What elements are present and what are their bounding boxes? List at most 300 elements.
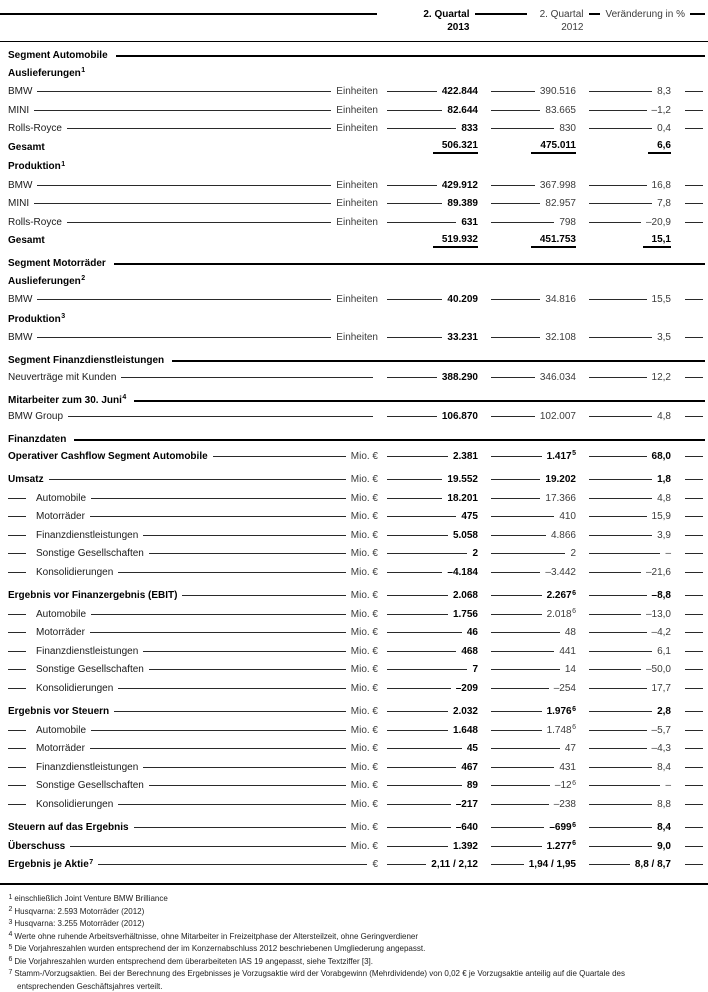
value-2013: 106.870 xyxy=(441,411,478,423)
change-value: 17,7 xyxy=(651,682,671,694)
row-end-dash xyxy=(685,651,703,652)
row-label-cell xyxy=(8,332,382,343)
value-2013: –4.184 xyxy=(447,566,478,578)
section-header xyxy=(8,48,705,63)
leader-line xyxy=(387,669,467,670)
leader-line xyxy=(491,299,540,300)
leader-line xyxy=(387,416,437,417)
change-value-cell xyxy=(584,548,679,559)
unit-label: Mio. € xyxy=(350,724,378,736)
unit-label: Einheiten xyxy=(336,123,378,135)
value-2012-cell xyxy=(486,105,584,116)
leader-line xyxy=(118,688,345,689)
leader-line xyxy=(90,632,346,633)
footnote-marker: 6 xyxy=(572,840,576,848)
value-2013-cell xyxy=(382,530,486,541)
value-2013-cell xyxy=(382,762,486,773)
subsection-title: Auslieferungen$^1$ xyxy=(8,67,86,79)
row-end-dash-cell xyxy=(679,827,705,828)
footnote xyxy=(8,906,645,919)
value-2013-cell xyxy=(382,799,486,810)
value-2012-cell xyxy=(486,198,584,209)
footnote xyxy=(8,943,645,956)
value-2012: –3.442 xyxy=(545,566,576,578)
change-value: –13,0 xyxy=(645,608,671,620)
row-end-dash-cell xyxy=(679,553,705,554)
leader-line xyxy=(37,185,331,186)
leader-line xyxy=(143,535,345,536)
table-row xyxy=(8,508,705,527)
value-2013-cell xyxy=(382,451,486,462)
value-2013-cell xyxy=(382,609,486,620)
section-rule xyxy=(74,439,705,441)
footnote-marker: 6 xyxy=(572,724,576,732)
value-2013-cell xyxy=(382,474,486,485)
change-value: –20,9 xyxy=(645,216,671,228)
leader-line xyxy=(491,804,549,805)
value-2013: 475 xyxy=(461,511,478,523)
value-2013: 1.756 xyxy=(452,608,478,620)
change-value-cell xyxy=(584,217,679,228)
table-row xyxy=(8,447,705,466)
row-end-dash-cell xyxy=(679,711,705,712)
change-value-cell xyxy=(584,294,679,305)
value-2013-cell xyxy=(382,822,486,833)
leader-line xyxy=(589,479,652,480)
row-end-dash xyxy=(685,128,703,129)
row-label-cell xyxy=(8,511,382,522)
row-end-dash xyxy=(685,711,703,712)
leader-line xyxy=(491,730,542,731)
leader-line xyxy=(491,785,550,786)
leader-line xyxy=(589,377,647,378)
value-2012: 830 xyxy=(559,123,576,135)
value-2012-cell xyxy=(486,140,584,154)
leader-line xyxy=(387,91,437,92)
value-2013-cell xyxy=(382,198,486,209)
column-header-q2-2013-line2: 2013 xyxy=(447,22,470,33)
change-value-cell xyxy=(584,86,679,97)
leader-line xyxy=(213,456,346,457)
row-end-dash xyxy=(685,498,703,499)
leader-line xyxy=(149,553,346,554)
row-label: Konsolidierungen xyxy=(36,682,114,694)
value-2012-cell xyxy=(486,822,584,833)
leader-line xyxy=(387,203,442,204)
change-value-cell xyxy=(584,411,679,422)
change-value-cell xyxy=(584,841,679,852)
leader-line xyxy=(589,110,647,111)
table-row xyxy=(8,368,705,387)
row-end-dash-cell xyxy=(679,479,705,480)
table-row xyxy=(8,819,705,838)
row-label: Operativer Cashflow Segment Automobile xyxy=(8,450,208,462)
row-end-dash-cell xyxy=(679,222,705,223)
change-value-cell xyxy=(584,627,679,638)
table-row xyxy=(8,642,705,661)
section-rule xyxy=(116,55,705,57)
leader-line xyxy=(491,222,554,223)
change-value: 8,4 xyxy=(657,761,671,773)
value-2013: 18.201 xyxy=(447,492,478,504)
change-value-cell xyxy=(584,511,679,522)
value-2012-cell xyxy=(486,548,584,559)
leader-line xyxy=(387,535,448,536)
leader-line xyxy=(90,516,346,517)
value-2013: –217 xyxy=(455,798,478,810)
table-row xyxy=(8,101,705,120)
value-2012: 14 xyxy=(564,664,576,676)
row-label: Ergebnis vor Steuern xyxy=(8,706,110,718)
footnote xyxy=(8,931,645,944)
value-2012: 1,94 / 1,95 xyxy=(528,859,576,871)
leader-line xyxy=(387,748,462,749)
value-2012-cell xyxy=(486,780,584,791)
value-2013-cell xyxy=(382,372,486,383)
value-2013: 7 xyxy=(472,664,478,676)
value-2013: 429.912 xyxy=(441,179,478,191)
row-end-dash-cell xyxy=(679,864,705,865)
subsection-header xyxy=(8,158,705,177)
value-2013-cell xyxy=(382,332,486,343)
leader-line xyxy=(491,595,542,596)
table-row xyxy=(8,837,705,856)
leader-line xyxy=(37,337,331,338)
unit-label: Mio. € xyxy=(350,645,378,657)
table-row xyxy=(8,83,705,102)
leader-line xyxy=(134,827,346,828)
table-row xyxy=(8,721,705,740)
leader-line xyxy=(387,827,451,828)
leader-line xyxy=(491,128,554,129)
footnote-marker: 5 xyxy=(8,943,13,951)
unit-label: Mio. € xyxy=(350,566,378,578)
table-row xyxy=(8,120,705,139)
table-row xyxy=(8,526,705,545)
row-label: Automobile xyxy=(36,608,87,620)
row-label-cell xyxy=(8,567,382,578)
leader-line xyxy=(143,651,345,652)
row-label: Motorräder xyxy=(36,627,85,639)
row-end-dash-cell xyxy=(679,572,705,573)
row-label: MINI xyxy=(8,104,30,116)
leader-line xyxy=(118,804,345,805)
change-value: –21,6 xyxy=(645,566,671,578)
leader-line xyxy=(491,846,542,847)
table-row xyxy=(8,605,705,624)
value-2013-cell xyxy=(382,493,486,504)
leader-line xyxy=(387,688,451,689)
row-label: Konsolidierungen xyxy=(36,566,114,578)
leader-line xyxy=(90,748,346,749)
table-row xyxy=(8,703,705,722)
footnote-marker: 6 xyxy=(8,956,13,963)
change-value-cell xyxy=(584,706,679,717)
value-2012-cell xyxy=(486,609,584,620)
value-2013: 2.068 xyxy=(452,590,478,602)
table-row xyxy=(8,545,705,564)
leader-line xyxy=(491,688,549,689)
leader-line xyxy=(589,456,647,457)
footnote-marker: 1 xyxy=(81,67,86,75)
row-label-cell xyxy=(8,725,382,736)
value-2012: 34.816 xyxy=(545,294,576,306)
value-2012-cell xyxy=(486,530,584,541)
table-row xyxy=(8,471,705,490)
value-2012-cell xyxy=(486,762,584,773)
table-row xyxy=(8,624,705,643)
value-2013-cell xyxy=(382,234,486,248)
leader-line xyxy=(387,185,437,186)
footnote-text: Stamm-/Vorzugsaktien. Bei der Berechnung des Ergebnisses je Vorzugsaktie wird der Vorabgewinn (Mehrdividende) von 0,02 € je Vorzugsaktie anteilig auf die Quartale des entsprechenden Geschäftsjahres verteilt. xyxy=(14,969,625,991)
column-header-q2-2013-line1: 2. Quartal xyxy=(423,9,470,20)
row-label: Rolls-Royce xyxy=(8,123,62,135)
change-value: 8,3 xyxy=(657,86,671,98)
row-label-cell xyxy=(8,411,382,422)
value-2013: 1.392 xyxy=(452,840,478,852)
change-value: 1,8 xyxy=(657,474,671,486)
value-2012: 4.866 xyxy=(550,529,576,541)
indent-dash xyxy=(8,748,26,749)
header-rule-left xyxy=(0,13,377,15)
table-row xyxy=(8,176,705,195)
value-2012: 2 xyxy=(570,548,576,560)
value-2013: 422.844 xyxy=(441,86,478,98)
value-2012-cell xyxy=(486,627,584,638)
row-end-dash xyxy=(685,804,703,805)
row-end-dash-cell xyxy=(679,767,705,768)
row-label-cell xyxy=(8,706,382,717)
unit-label: Mio. € xyxy=(350,822,378,834)
row-end-dash xyxy=(685,553,703,554)
indent-dash xyxy=(8,669,26,670)
value-2013: 45 xyxy=(466,743,478,755)
change-value-cell xyxy=(584,859,679,870)
value-2013: 40.209 xyxy=(447,294,478,306)
value-2012: 346.034 xyxy=(539,371,576,383)
unit-label: Einheiten xyxy=(336,179,378,191)
unit-label: Mio. € xyxy=(350,706,378,718)
footnote-marker: 6 xyxy=(572,608,576,616)
change-value: 4,8 xyxy=(657,411,671,423)
change-value: 0,4 xyxy=(657,123,671,135)
row-label-cell xyxy=(8,627,382,638)
row-end-dash xyxy=(685,416,703,417)
value-2012: 2.267$^6$ xyxy=(546,589,576,602)
leader-line xyxy=(491,416,535,417)
leader-line xyxy=(114,711,346,712)
change-value-cell xyxy=(584,743,679,754)
subsection-header xyxy=(8,272,705,291)
leader-line xyxy=(589,846,652,847)
indent-dash xyxy=(8,572,26,573)
indent-dash xyxy=(8,498,26,499)
leader-line xyxy=(491,651,554,652)
indent-dash xyxy=(8,614,26,615)
footnote-marker: 1 xyxy=(61,160,66,168)
leader-line xyxy=(387,614,448,615)
value-2012: 410 xyxy=(559,511,576,523)
section-rule xyxy=(172,360,705,362)
row-label: Motorräder xyxy=(36,511,85,523)
leader-line xyxy=(589,516,647,517)
column-header-q2-2012-line2: 2012 xyxy=(561,22,584,33)
leader-line xyxy=(387,337,442,338)
row-end-dash xyxy=(685,337,703,338)
leader-line xyxy=(149,669,346,670)
change-value: –8,8 xyxy=(651,590,671,602)
leader-line xyxy=(491,553,565,554)
row-label: Gesamt xyxy=(8,235,45,247)
footnote-marker: 1 xyxy=(8,893,13,901)
row-label: BMW xyxy=(8,332,33,344)
unit-label: Einheiten xyxy=(336,86,378,98)
total-row xyxy=(8,232,705,251)
value-2013-cell xyxy=(382,859,486,870)
leader-line xyxy=(387,864,426,865)
leader-line xyxy=(491,377,535,378)
leader-line xyxy=(491,767,554,768)
unit-label: Mio. € xyxy=(350,450,378,462)
value-2013-cell xyxy=(382,411,486,422)
indent-dash xyxy=(8,730,26,731)
unit-label: Mio. € xyxy=(350,798,378,810)
row-end-dash xyxy=(685,785,703,786)
row-label: Automobile xyxy=(36,724,87,736)
leader-line xyxy=(491,185,535,186)
value-2012-cell xyxy=(486,451,584,462)
row-label-cell xyxy=(8,372,382,383)
unit-label: Mio. € xyxy=(350,627,378,639)
change-value-cell xyxy=(584,780,679,791)
leader-line xyxy=(589,804,652,805)
change-value: 15,9 xyxy=(651,511,671,523)
column-header-q2-2013 xyxy=(377,8,469,34)
footnote xyxy=(8,918,645,931)
leader-line xyxy=(589,185,647,186)
change-value: –4,3 xyxy=(651,743,671,755)
row-label-cell xyxy=(8,451,382,462)
table-row xyxy=(8,856,705,875)
leader-line xyxy=(589,553,660,554)
footnote-marker: 5 xyxy=(572,450,576,458)
value-2012: 102.007 xyxy=(539,411,576,423)
row-label: Automobile xyxy=(36,492,87,504)
table-row xyxy=(8,195,705,214)
footnote-marker: 4 xyxy=(8,931,13,938)
row-label-cell xyxy=(8,609,382,620)
section-title: Segment Finanzdienstleistungen xyxy=(8,355,165,366)
value-2013-cell xyxy=(382,664,486,675)
leader-line xyxy=(34,110,331,111)
leader-line xyxy=(91,498,346,499)
row-label: BMW Group xyxy=(8,411,64,423)
row-label-cell xyxy=(8,664,382,675)
row-label: Gesamt xyxy=(8,141,45,153)
row-end-dash xyxy=(685,730,703,731)
row-label: Sonstige Gesellschaften xyxy=(36,664,144,676)
value-2012-cell xyxy=(486,799,584,810)
leader-line xyxy=(387,222,456,223)
value-2013-cell xyxy=(382,123,486,134)
leader-line xyxy=(589,91,652,92)
change-value-cell xyxy=(584,762,679,773)
row-end-dash xyxy=(685,632,703,633)
footnote-text: Husqvarna: 2.593 Motorräder (2012) xyxy=(14,906,145,916)
row-end-dash xyxy=(685,456,703,457)
change-value-cell xyxy=(584,799,679,810)
leader-line xyxy=(589,767,652,768)
value-2013: 33.231 xyxy=(447,332,478,344)
row-label: Finanzdienstleistungen xyxy=(36,529,139,541)
row-end-dash xyxy=(685,91,703,92)
row-end-dash-cell xyxy=(679,516,705,517)
change-value: 15,1 xyxy=(643,234,671,248)
unit-label: Mio. € xyxy=(350,664,378,676)
row-label: Umsatz xyxy=(8,474,44,486)
value-2013-cell xyxy=(382,841,486,852)
leader-line xyxy=(387,498,442,499)
row-end-dash-cell xyxy=(679,203,705,204)
row-end-dash-cell xyxy=(679,688,705,689)
unit-label: Einheiten xyxy=(336,216,378,228)
section-title: Segment Automobile xyxy=(8,50,108,61)
footnote xyxy=(8,956,645,969)
row-end-dash-cell xyxy=(679,614,705,615)
row-label: Ergebnis je Aktie$^7$ xyxy=(8,858,94,871)
leader-line xyxy=(118,572,345,573)
table-row xyxy=(8,679,705,698)
value-2012-cell xyxy=(486,493,584,504)
value-2013: 1.648 xyxy=(452,724,478,736)
leader-line xyxy=(70,846,346,847)
row-label-cell xyxy=(8,646,382,657)
value-2012: 32.108 xyxy=(545,332,576,344)
value-2013-cell xyxy=(382,743,486,754)
leader-line xyxy=(387,128,456,129)
leader-line xyxy=(589,498,652,499)
row-label: Neuverträge mit Kunden xyxy=(8,371,117,383)
unit-label: Mio. € xyxy=(350,548,378,560)
unit-label: Mio. € xyxy=(350,511,378,523)
indent-dash xyxy=(8,785,26,786)
footnote-divider-rule xyxy=(0,883,708,885)
header-rule-mid xyxy=(475,13,527,15)
leader-line xyxy=(491,498,540,499)
value-2013-cell xyxy=(382,646,486,657)
row-label-cell xyxy=(8,683,382,694)
total-row xyxy=(8,138,705,157)
unit-label: Einheiten xyxy=(336,332,378,344)
row-end-dash-cell xyxy=(679,632,705,633)
change-value-cell xyxy=(584,493,679,504)
leader-line xyxy=(37,91,331,92)
value-2012-cell xyxy=(486,511,584,522)
row-end-dash-cell xyxy=(679,299,705,300)
footnote-text: Husqvarna: 3.255 Motorräder (2012) xyxy=(14,919,145,928)
value-2012-cell xyxy=(486,411,584,422)
leader-line xyxy=(589,669,641,670)
leader-line xyxy=(589,416,652,417)
change-value-cell xyxy=(584,105,679,116)
footnote-marker: 6 xyxy=(572,779,576,787)
change-value: – xyxy=(665,780,671,792)
value-2013: 89.389 xyxy=(447,198,478,210)
row-label-cell xyxy=(8,762,382,773)
row-label-cell xyxy=(8,180,382,191)
section-rule xyxy=(134,400,705,402)
row-end-dash xyxy=(685,572,703,573)
